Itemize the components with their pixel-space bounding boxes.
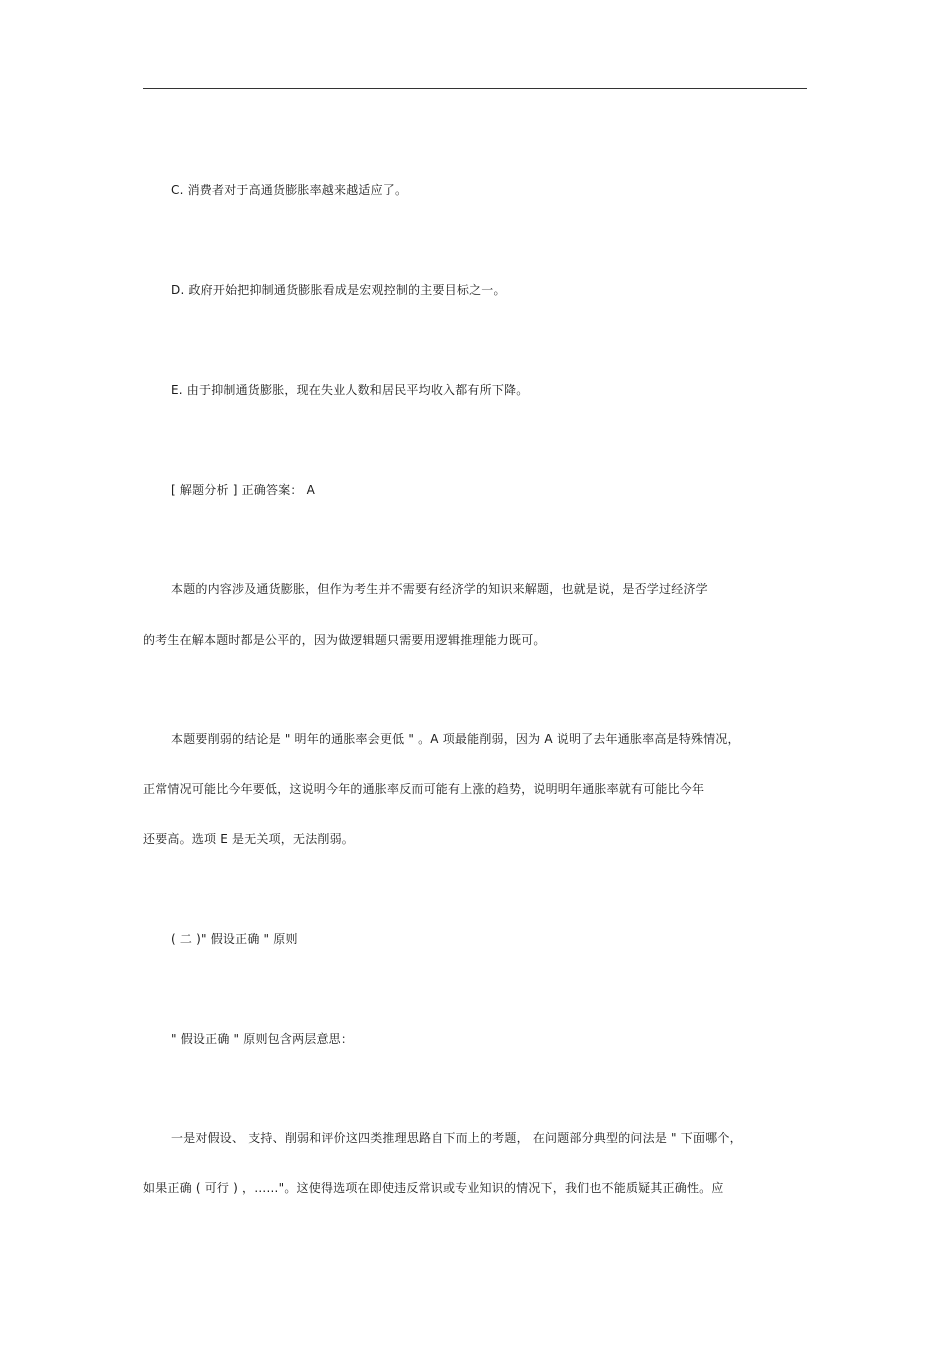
principle-paragraph-line-2: 如果正确 ( 可行 ) ，……"。这使得选项在即使违反常识或专业知识的情况下，我们也不能质疑其正确性。应	[143, 1181, 724, 1195]
analysis-paragraph-2-line-3: 还要高。选项 E 是无关项，无法削弱。	[143, 832, 355, 846]
analysis-paragraph-1-line-2: 的考生在解本题时都是公平的，因为做逻辑题只需要用逻辑推理能力既可。	[143, 633, 546, 647]
analysis-paragraph-1-line-1: 本题的内容涉及通货膨胀，但作为考生并不需要有经济学的知识来解题，也就是说，是否学过经济学	[171, 582, 708, 596]
analysis-paragraph-2-line-1: 本题要削弱的结论是 " 明年的通胀率会更低 " 。A 项最能削弱，因为 A 说明了去年通胀率高是特殊情况，	[171, 732, 740, 746]
answer-line: [ 解题分析 ] 正确答案： A	[171, 483, 316, 497]
option-d: D. 政府开始把抑制通货膨胀看成是宏观控制的主要目标之一。	[171, 283, 506, 297]
header-rule	[143, 88, 807, 89]
option-c: C. 消费者对于高通货膨胀率越来越适应了。	[171, 183, 408, 197]
section-heading: ( 二 )" 假设正确 " 原则	[171, 932, 298, 946]
principle-intro: " 假设正确 " 原则包含两层意思：	[171, 1032, 354, 1046]
option-e: E. 由于抑制通货膨胀，现在失业人数和居民平均收入都有所下降。	[171, 383, 529, 397]
principle-paragraph-line-1: 一是对假设、 支持、削弱和评价这四类推理思路自下而上的考题， 在问题部分典型的问法是 " 下面哪个，	[171, 1131, 742, 1145]
analysis-paragraph-2-line-2: 正常情况可能比今年要低，这说明今年的通胀率反而可能有上涨的趋势，说明明年通胀率就有可能比今年	[143, 782, 705, 796]
